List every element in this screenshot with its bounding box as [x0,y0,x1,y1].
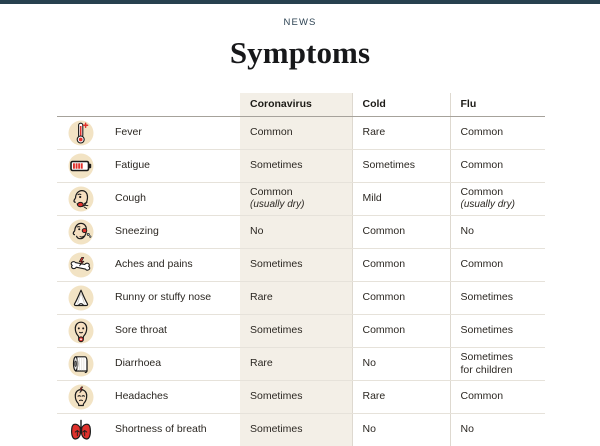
table-row [57,414,545,446]
section-kicker: NEWS [0,17,600,28]
symptom-name: Aches and pains [105,249,240,282]
cell-flu-line2: for children [461,364,546,377]
table-row [57,183,545,216]
cell-coronavirus [240,183,352,216]
cell-coronavirus: Sometimes [240,150,352,183]
table-header [57,93,545,117]
symptom-name: Fever [105,117,240,150]
cell-flu: Sometimes [450,315,545,348]
cell-cold: No [352,414,450,446]
cell-flu: Common [450,249,545,282]
symptom-name: Diarrhoea [105,348,240,381]
lungs-icon [57,414,105,446]
column-header-coronavirus: Coronavirus [240,93,352,117]
cell-cold: Rare [352,117,450,150]
table-row [57,315,545,348]
toilet-paper-icon [57,348,105,381]
cell-cold: Common [352,249,450,282]
cell-coronavirus: Sometimes [240,249,352,282]
table-row [57,249,545,282]
symptom-name: Fatigue [105,150,240,183]
cell-cold: Rare [352,381,450,414]
column-header-symptom [105,93,240,117]
cell-coronavirus: Rare [240,282,352,315]
column-header-flu: Flu [450,93,545,117]
cell-coronavirus: Sometimes [240,414,352,446]
cell-flu: Sometimes [450,282,545,315]
symptom-name: Shortness of breath [105,414,240,446]
cell-flu: No [450,216,545,249]
cell-cold: Mild [352,183,450,216]
table-row [57,282,545,315]
nose-icon [57,282,105,315]
cell-coronavirus-value: Common [250,186,293,198]
symptoms-comparison-table [57,93,545,446]
cell-flu-note: (usually dry) [461,199,546,212]
battery-icon [57,150,105,183]
symptom-name: Sore throat [105,315,240,348]
column-header-cold: Cold [352,93,450,117]
cell-flu: Common [450,150,545,183]
cell-coronavirus: Sometimes [240,315,352,348]
coughing-face-icon [57,183,105,216]
symptom-name: Cough [105,183,240,216]
table-row [57,216,545,249]
table-header-row [57,93,545,117]
table-body [57,117,545,446]
cell-flu: Common [450,117,545,150]
column-header-icon [57,93,105,117]
cell-flu: No [450,414,545,446]
cell-cold: No [352,348,450,381]
cell-cold: Sometimes [352,150,450,183]
bone-pain-icon [57,249,105,282]
table-row [57,150,545,183]
cell-cold: Common [352,315,450,348]
symptom-name: Sneezing [105,216,240,249]
cell-coronavirus: Common [240,117,352,150]
top-accent-bar [0,0,600,4]
cell-cold: Common [352,216,450,249]
sneezing-face-icon [57,216,105,249]
symptoms-table-container [57,93,545,446]
cell-flu-value: Common [461,186,504,198]
table-row [57,348,545,381]
sore-throat-face-icon [57,315,105,348]
cell-coronavirus-note: (usually dry) [250,199,352,212]
cell-coronavirus: No [240,216,352,249]
symptom-name: Headaches [105,381,240,414]
cell-cold: Common [352,282,450,315]
thermometer-icon [57,117,105,150]
table-row [57,381,545,414]
cell-flu [450,348,545,381]
cell-flu: Common [450,381,545,414]
cell-coronavirus: Rare [240,348,352,381]
cell-flu-value: Sometimes [461,351,514,363]
page-title: Symptoms [0,35,600,71]
headache-face-icon [57,381,105,414]
cell-flu [450,183,545,216]
table-row [57,117,545,150]
symptom-name: Runny or stuffy nose [105,282,240,315]
cell-coronavirus: Sometimes [240,381,352,414]
